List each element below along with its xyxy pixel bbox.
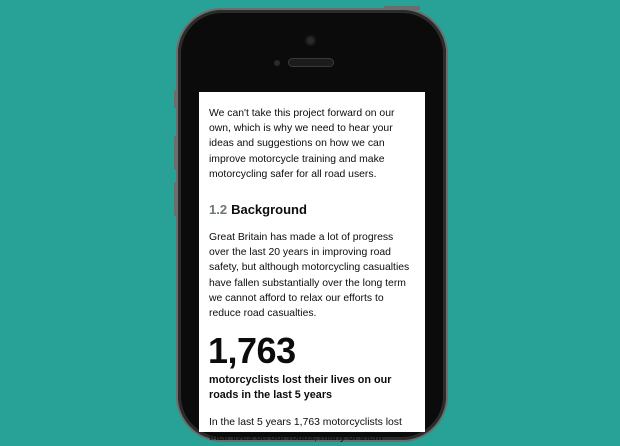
section-number: 1.2 — [209, 202, 228, 218]
phone-screen[interactable] — [199, 92, 425, 444]
earpiece-speaker — [288, 58, 334, 67]
background-paragraph: Great Britain has made a lot of progress over the last 20 years in improving road safety, but although motorcycling casualties have fallen substantially over the long term we cannot afford to relax our efforts to reduce road casualties. — [209, 232, 410, 320]
front-camera-icon — [305, 35, 316, 46]
section-heading — [209, 202, 415, 218]
mute-switch — [174, 90, 178, 108]
statistic-label: motorcyclists lost their lives on our roads in the last 5 years — [209, 374, 392, 402]
intro-paragraph: We can't take this project forward on our own, which is why we need to hear your ideas and suggestions on how we can improve motorcycle training and make motorcycling safer for all road users. — [209, 108, 395, 180]
article-content — [199, 92, 425, 446]
proximity-sensor — [274, 60, 280, 66]
power-button — [384, 6, 420, 10]
phone-frame — [178, 10, 446, 444]
section-title: Background — [231, 202, 307, 218]
closing-paragraph: In the last 5 years 1,763 motorcyclists lost their lives on our roads, many of them — [209, 417, 402, 444]
statistic-number: 1,763 — [208, 330, 296, 372]
volume-up-button — [174, 136, 178, 170]
volume-down-button — [174, 182, 178, 216]
